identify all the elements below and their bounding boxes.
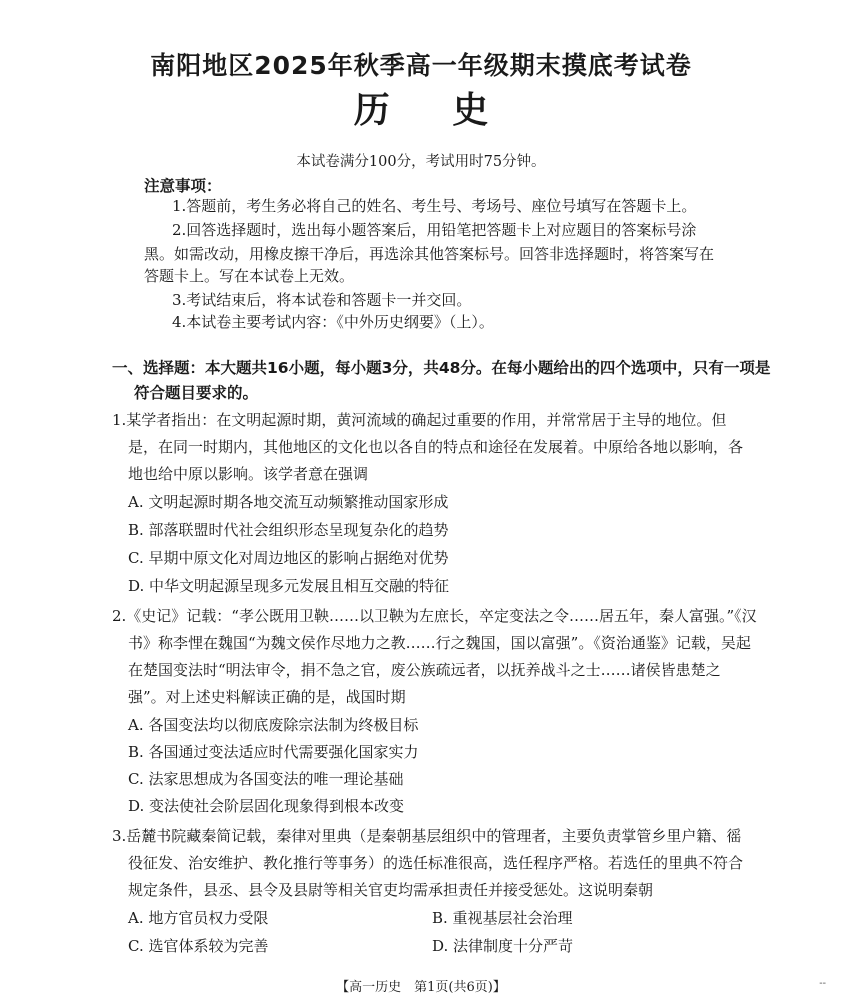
question-stem: 强”。对上述史料解读正确的是，战国时期	[128, 688, 406, 706]
option-d: D. 中华文明起源呈现多元发展且相互交融的特征	[128, 577, 450, 595]
option-b: B. 重视基层社会治理	[432, 909, 573, 927]
corner-mark: --	[819, 978, 826, 989]
note-line: 1.答题前，考生务必将自己的姓名、考生号、考场号、座位号填写在答题卡上。	[172, 197, 697, 215]
section-heading: 一、选择题：本大题共16小题，每小题3分，共48分。在每小题给出的四个选项中，只有一项是	[112, 359, 771, 377]
option-b: B. 部落联盟时代社会组织形态呈现复杂化的趋势	[128, 521, 449, 539]
option-a: A. 各国变法均以彻底废除宗法制为终极目标	[128, 716, 419, 734]
question-stem: 在楚国变法时“明法审令，捐不急之官，废公族疏远者，以抚养战斗之士……诸侯皆患楚之	[128, 661, 721, 679]
option-c: C. 选官体系较为完善	[128, 937, 269, 955]
option-a: A. 地方官员权力受限	[128, 909, 269, 927]
question-stem: 是，在同一时期内，其他地区的文化也以各自的特点和途径在发展着。中原给各地以影响，各	[128, 438, 744, 456]
option-d: D. 变法使社会阶层固化现象得到根本改变	[128, 797, 405, 815]
option-c: C. 法家思想成为各国变法的唯一理论基础	[128, 770, 404, 788]
exam-title: 南阳地区2025年秋季高一年级期末摸底考试卷	[150, 51, 692, 80]
note-line: 4.本试卷主要考试内容：《中外历史纲要》（上）。	[172, 313, 494, 331]
page-footer: 【高一历史 第1页(共6页)】	[336, 980, 506, 995]
note-line: 3.考试结束后，将本试卷和答题卡一并交回。	[172, 291, 472, 309]
note-line: 黑。如需改动，用橡皮擦干净后，再选涂其他答案标号。回答非选择题时，将答案写在	[144, 245, 715, 263]
subject-title: 历 史	[353, 90, 489, 131]
question-stem: 规定条件，县丞、县令及县尉等相关官吏均需承担责任并接受惩处。这说明秦朝	[128, 881, 654, 899]
question-stem: 3.岳麓书院藏秦简记载，秦律对里典（是秦朝基层组织中的管理者，主要负责掌管乡里户籍、徭	[112, 827, 742, 845]
option-c: C. 早期中原文化对周边地区的影响占据绝对优势	[128, 549, 449, 567]
option-a: A. 文明起源时期各地交流互动频繁推动国家形成	[128, 493, 449, 511]
question-stem: 1.某学者指出：在文明起源时期，黄河流域的确起过重要的作用，并常常居于主导的地位。但	[112, 411, 727, 429]
option-b: B. 各国通过变法适应时代需要强化国家实力	[128, 743, 419, 761]
question-stem: 2.《史记》记载：“孝公既用卫鞅……以卫鞅为左庶长，卒定变法之令……居五年，秦人富强。”《汉	[112, 607, 757, 625]
question-stem: 地也给中原以影响。该学者意在强调	[128, 465, 369, 483]
question-stem: 役征发、治安维护、教化推行等事务）的选任标准很高，选任程序严格。若选任的里典不符合	[128, 854, 744, 872]
note-line: 答题卡上。写在本试卷上无效。	[144, 267, 355, 285]
option-d: D. 法律制度十分严苛	[432, 937, 574, 955]
question-stem: 书》称李悝在魏国“为魏文侯作尽地力之教……行之魏国，国以富强”。《资治通鉴》记载，吴起	[128, 634, 751, 652]
notes-heading: 注意事项：	[144, 177, 222, 195]
note-line: 2.回答选择题时，选出每小题答案后，用铅笔把答题卡上对应题目的答案标号涂	[172, 221, 697, 239]
score-note: 本试卷满分100分，考试用时75分钟。	[296, 154, 546, 170]
section-heading-cont: 符合题目要求的。	[134, 384, 259, 402]
